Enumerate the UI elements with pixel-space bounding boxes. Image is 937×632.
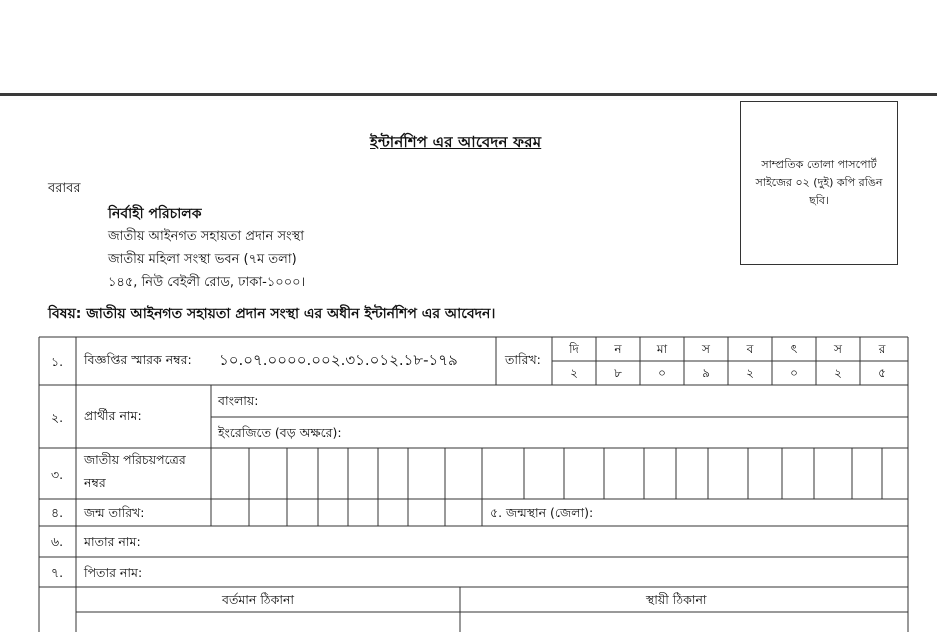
- date-header-cell: স: [834, 342, 842, 356]
- mother-name-label: মাতার নাম:: [84, 534, 141, 549]
- row-number-3: ৩.: [51, 467, 64, 482]
- row-number-4: ৪.: [51, 505, 64, 520]
- subject-line: বিষয়: জাতীয় আইনগত সহায়তা প্রদান সংস্থা এর অধীন ইন্টার্নশিপ এর আবেদন।: [48, 306, 496, 322]
- memo-number-label: বিজ্ঞপ্তির স্মারক নম্বর:: [84, 352, 192, 367]
- permanent-address-header: স্থায়ী ঠিকানা: [646, 592, 707, 607]
- addressee-designation: নির্বাহী পরিচালক: [108, 206, 202, 222]
- date-digit-cell: ২: [570, 366, 578, 380]
- row-number-1: ১.: [51, 354, 64, 369]
- row-number-7: ৭.: [51, 565, 64, 580]
- father-name-label: পিতার নাম:: [84, 565, 143, 580]
- row-number-6: ৬.: [51, 534, 64, 549]
- date-digit-cell: ৮: [614, 366, 622, 380]
- memo-number-value: ১০.০৭.০০০০.০০২.৩১.০১২.১৮-১৭৯: [219, 351, 458, 369]
- date-label: তারিখ:: [505, 352, 541, 367]
- date-digit-cell: ০: [790, 366, 798, 380]
- date-header-cell: র: [878, 342, 886, 356]
- present-address-header: বর্তমান ঠিকানা: [222, 592, 295, 607]
- birthplace-label: ৫. জন্মস্থান (জেলা):: [490, 505, 594, 520]
- date-digit-cell: ০: [658, 366, 666, 380]
- date-digit-cell: ২: [746, 366, 754, 380]
- birth-date-label: জন্ম তারিখ:: [84, 505, 145, 520]
- date-digit-cell: ৫: [878, 366, 886, 380]
- addressee-address: ১৪৫, নিউ বেইলী রোড, ঢাকা-১০০০।: [108, 275, 306, 290]
- row-number-2: ২.: [51, 410, 64, 425]
- photo-instruction: সাম্প্রতিক তোলা পাসপোর্ট সাইজের ০২ (দুই) কপি রঙিন ছবি।: [755, 158, 883, 207]
- date-header-cell: ৎ: [790, 342, 798, 356]
- addressee-organization: জাতীয় আইনগত সহায়তা প্রদান সংস্থা: [108, 229, 305, 244]
- to-label: বরাবর: [48, 181, 81, 196]
- addressee-building: জাতীয় মহিলা সংস্থা ভবন (৭ম তলা): [108, 252, 297, 267]
- applicant-name-label: প্রার্থীর নাম:: [84, 408, 142, 423]
- date-header-cell: স: [702, 342, 710, 356]
- date-digit-cell: ২: [834, 366, 842, 380]
- date-header-cell: দি: [569, 342, 579, 356]
- name-bangla-field[interactable]: বাংলায়:: [218, 393, 259, 408]
- nid-label-line2: নম্বর: [84, 475, 106, 490]
- nid-label-line1: জাতীয় পরিচয়পত্রের: [84, 452, 186, 467]
- name-english-field[interactable]: ইংরেজিতে (বড় অক্ষরে):: [218, 425, 342, 440]
- date-digit-cell: ৯: [702, 366, 710, 380]
- form-title: ইন্টার্নশিপ এর আবেদন ফরম: [370, 133, 542, 151]
- date-header-cell: মা: [656, 342, 668, 356]
- date-header-cell: ব: [746, 342, 754, 356]
- date-header-cell: ন: [614, 342, 622, 356]
